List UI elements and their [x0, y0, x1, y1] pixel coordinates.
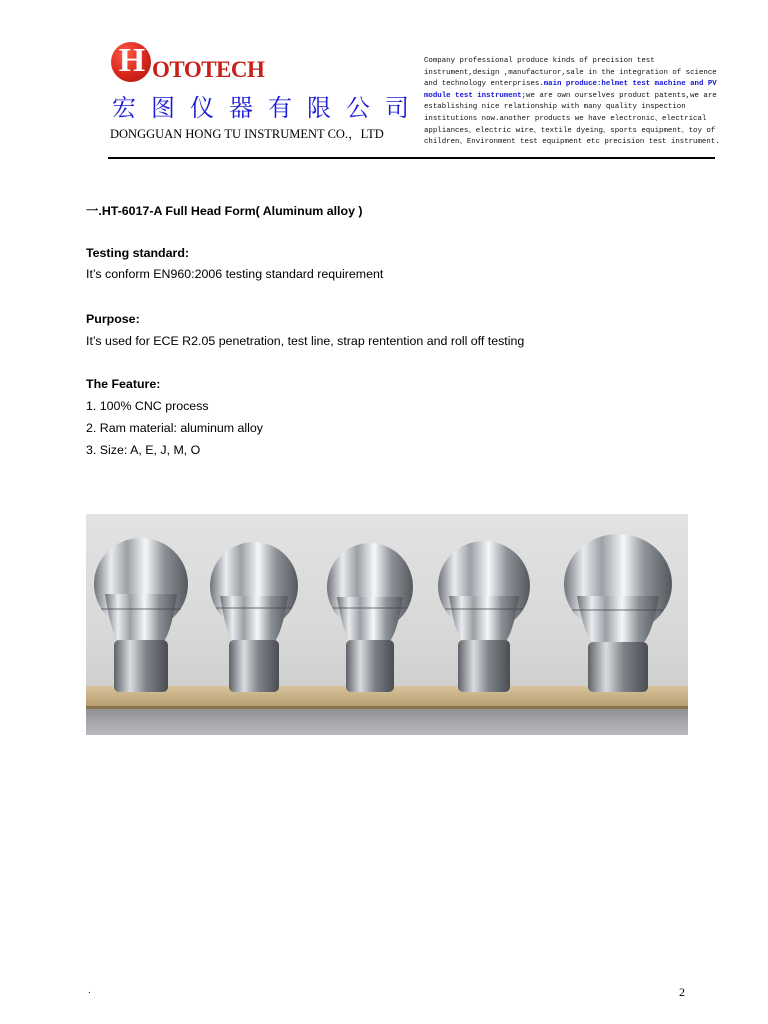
- intro-text-1: Company professional produce kinds of precision test instrument,design ,manufacturor,sale in the integration of science and technology enterprises.: [424, 57, 717, 89]
- logo-initial: H: [118, 42, 146, 79]
- feature-item: 1. 100% CNC process: [86, 399, 209, 413]
- product-photo: [86, 514, 688, 735]
- company-intro: [424, 56, 724, 149]
- feature-item: 2. Ram material: aluminum alloy: [86, 421, 263, 435]
- intro-highlight: main produce:helmet test machine and PV module test instrument: [424, 80, 717, 100]
- testing-standard-text: It’s conform EN960:2006 testing standard requirement: [86, 267, 384, 281]
- logo-wordmark: OTOTECH: [152, 57, 265, 82]
- testing-standard-heading: Testing standard:: [86, 246, 190, 260]
- company-name-english: DONGGUAN HONG TU INSTRUMENT CO.，LTD: [110, 127, 384, 141]
- product-title: 一.HT-6017-A Full Head Form( Aluminum alloy ): [86, 204, 363, 218]
- head-forms-illustration: [86, 514, 688, 735]
- feature-item: 3. Size: A, E, J, M, O: [86, 443, 201, 457]
- company-logo: [108, 38, 424, 148]
- page-number: 2: [679, 985, 685, 999]
- intro-text-2: ;we are own ourselves product patents,we are establishing nice relationship with many quality inspection institutions now.another products we have electronic、electrical appliances、electric wire、textile dyeing、sports equipment、toy of children、Environment test equipment etc precision test instrument.: [424, 91, 720, 147]
- purpose-heading: Purpose:: [86, 312, 140, 326]
- company-name-chinese: 宏图仪器有限公司: [112, 94, 424, 122]
- purpose-text: It’s used for ECE R2.05 penetration, test line, strap rentention and roll off testing: [86, 334, 525, 348]
- footer-mark: .: [88, 985, 91, 996]
- feature-heading: The Feature:: [86, 377, 161, 391]
- header-divider: [108, 157, 715, 159]
